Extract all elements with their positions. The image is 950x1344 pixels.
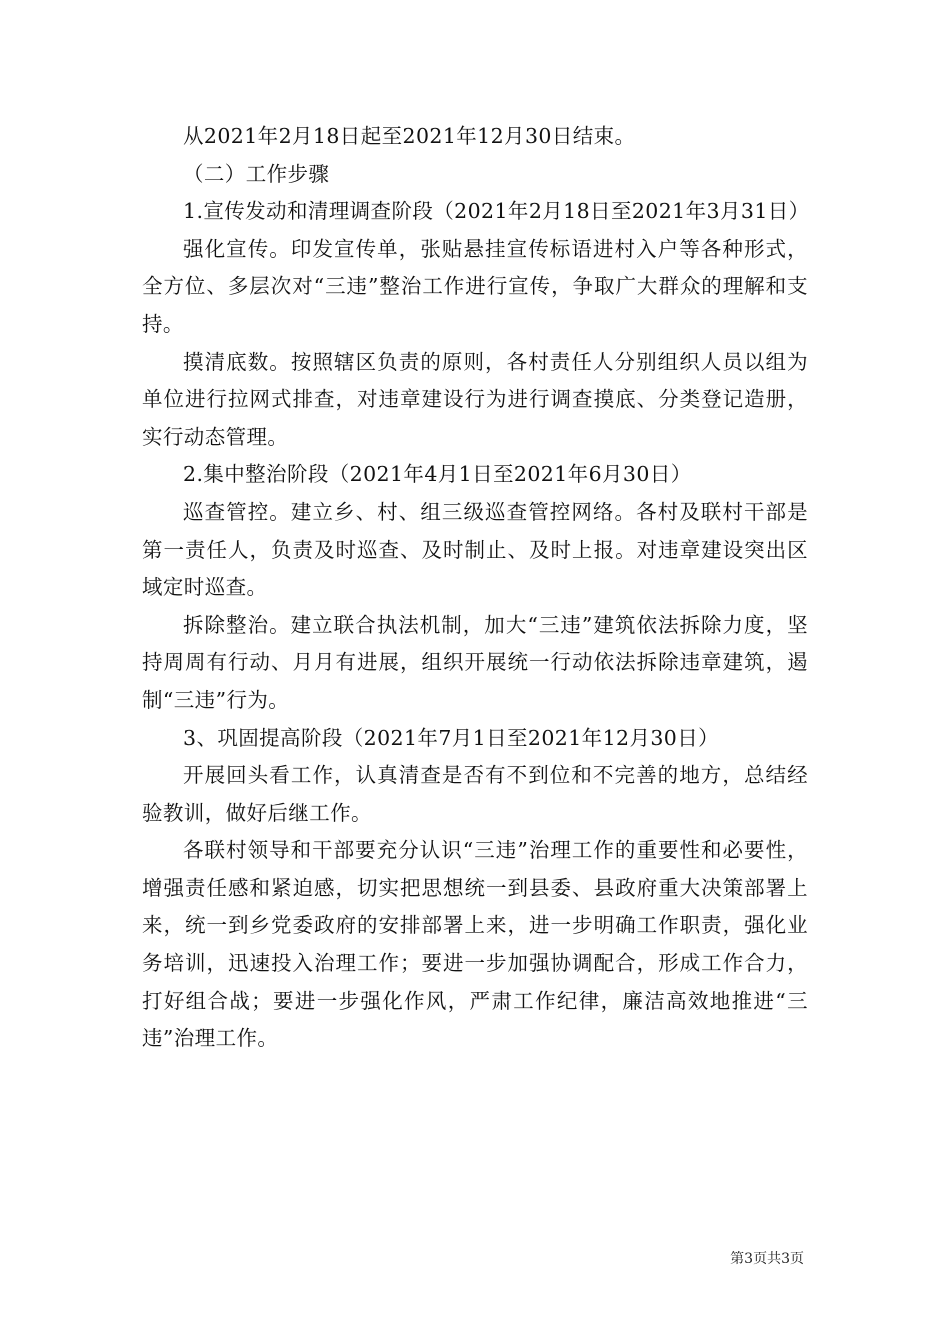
step-heading-consolidation: 3、巩固提高阶段（2021年7月1日至2021年12月30日） — [183, 725, 720, 750]
paragraph-survey-baseline: 摸清底数。按照辖区负责的原则，各村责任人分别组织人员以组为单位进行拉网式排查，对违章建设行为进行调查摸底、分类登记造册，实行动态管理。 — [142, 349, 808, 449]
step-heading-publicity: 1.宣传发动和清理调查阶段（2021年2月18日至2021年3月31日） — [183, 199, 810, 224]
paragraph-strengthen-publicity: 强化宣传。印发宣传单，张贴悬挂宣传标语进村入户等各种形式，全方位、多层次对“三违”整治工作进行宣传，争取广大群众的理解和支持。 — [142, 236, 808, 336]
paragraph-requirements: 各联村领导和干部要充分认识“三违”治理工作的重要性和必要性，增强责任感和紧迫感，切实把思想统一到县委、县政府重大决策部署上来，统一到乡党委政府的安排部署上来，进一步明确工作职责，强化业务培训，迅速投入治理工作；要进一步加强协调配合，形成工作合力，打好组合战；要进一步强化作风，严肃工作纪律，廉洁高效地推进“三违”治理工作。 — [142, 838, 808, 1051]
paragraph-demolition: 拆除整治。建立联合执法机制，加大“三违”建筑依法拆除力度，坚持周周有行动、月月有进展，组织开展统一行动依法拆除违章建筑，遏制“三违”行为。 — [142, 612, 808, 712]
page-number-footer: 第3页共3页 — [730, 1251, 804, 1267]
step-heading-concentrated-rectification: 2.集中整治阶段（2021年4月1日至2021年6月30日） — [183, 462, 692, 487]
section-heading-work-steps: （二）工作步骤 — [183, 161, 330, 186]
document-body — [142, 118, 808, 1058]
paragraph-review-work: 开展回头看工作，认真清查是否有不到位和不完善的地方，总结经验教训，做好后继工作。 — [142, 763, 808, 825]
paragraph-patrol-control: 巡查管控。建立乡、村、组三级巡查管控网络。各村及联村干部是第一责任人，负责及时巡查、及时制止、及时上报。对违章建设突出区域定时巡查。 — [142, 499, 808, 600]
paragraph-period-end: 从2021年2月18日起至2021年12月30日结束。 — [183, 124, 636, 148]
